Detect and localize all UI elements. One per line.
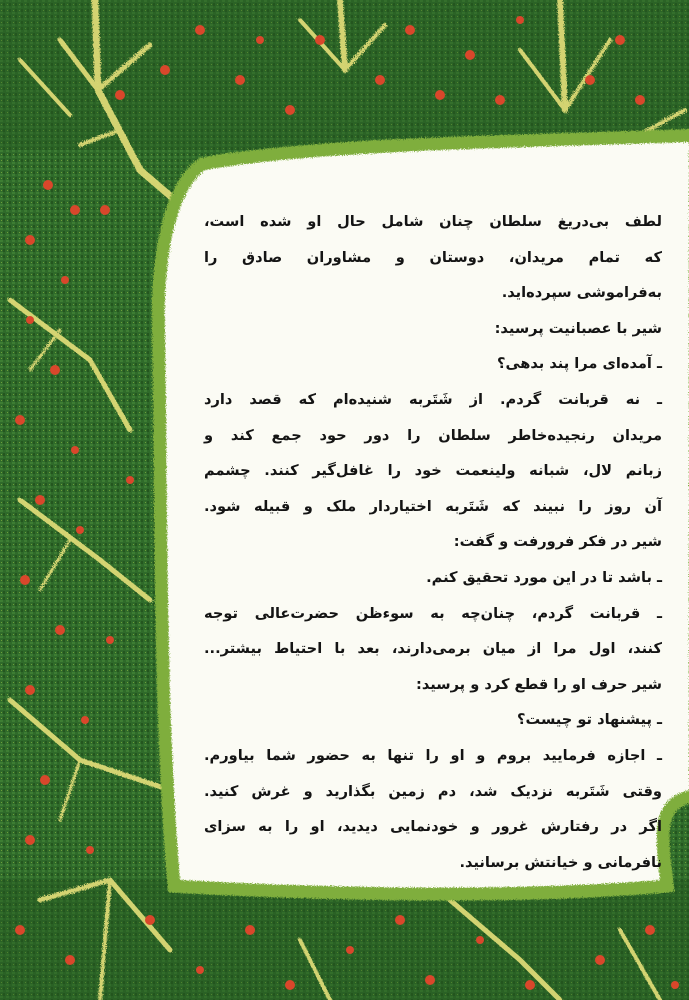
text-line: شیر با عصبانیت پرسید: [494, 319, 662, 337]
story-text [196, 190, 674, 871]
text-line: زبانم لال، شبانه ولینعمت خود را غافل‌گیر کنند. چشمم [204, 462, 662, 480]
text-line: وقتی شَتَربه نزدیک شد، دم زمین بگذارید و غرش کنید. [204, 782, 662, 800]
text-line: ـ اجازه فرمایید بروم و او را تنها به حضور شما بیاورم. [204, 746, 662, 764]
text-line: ـ آمده‌ای مرا پند بدهی؟ [496, 355, 662, 373]
text-line: آن روز را نبیند که شَتَربه اختیاردار ملک و قبیله شود. [204, 497, 662, 515]
text-line: کنند، اول مرا از میان برمی‌دارند، بعد با احتیاط بیشتر... [204, 640, 662, 658]
text-line: شیر در فکر فرورفت و گفت: [453, 533, 662, 551]
text-line: نافرمانی و خیانتش برسانید. [459, 853, 662, 871]
text-line: مریدان رنجیده‌خاطر سلطان را دور حود جمع کند و [204, 426, 662, 444]
text-line: به‌فراموشی سپرده‌اید. [501, 284, 662, 302]
text-line: شیر حرف او را قطع کرد و پرسید: [416, 675, 662, 693]
text-line: ـ نه قربانت گردم. از شَتَربه شنیده‌ام که قصد دارد [204, 390, 662, 408]
text-line: ـ قربانت گردم، چنان‌چه به سوءظن حضرت‌عالی توجه [204, 604, 662, 622]
text-line: ـ پیشنهاد تو چیست؟ [517, 711, 662, 729]
text-line: لطف بی‌دریغ سلطان چنان شامل حال او شده است، [204, 213, 662, 230]
text-line: ـ باشد تا در این مورد تحقیق کنم. [426, 568, 662, 586]
text-line: اگر در رفتارش غرور و خودنمایی دیدید، او را به سزای [204, 818, 662, 836]
text-line: که تمام مریدان، دوستان و مشاوران صادق را [204, 248, 662, 266]
